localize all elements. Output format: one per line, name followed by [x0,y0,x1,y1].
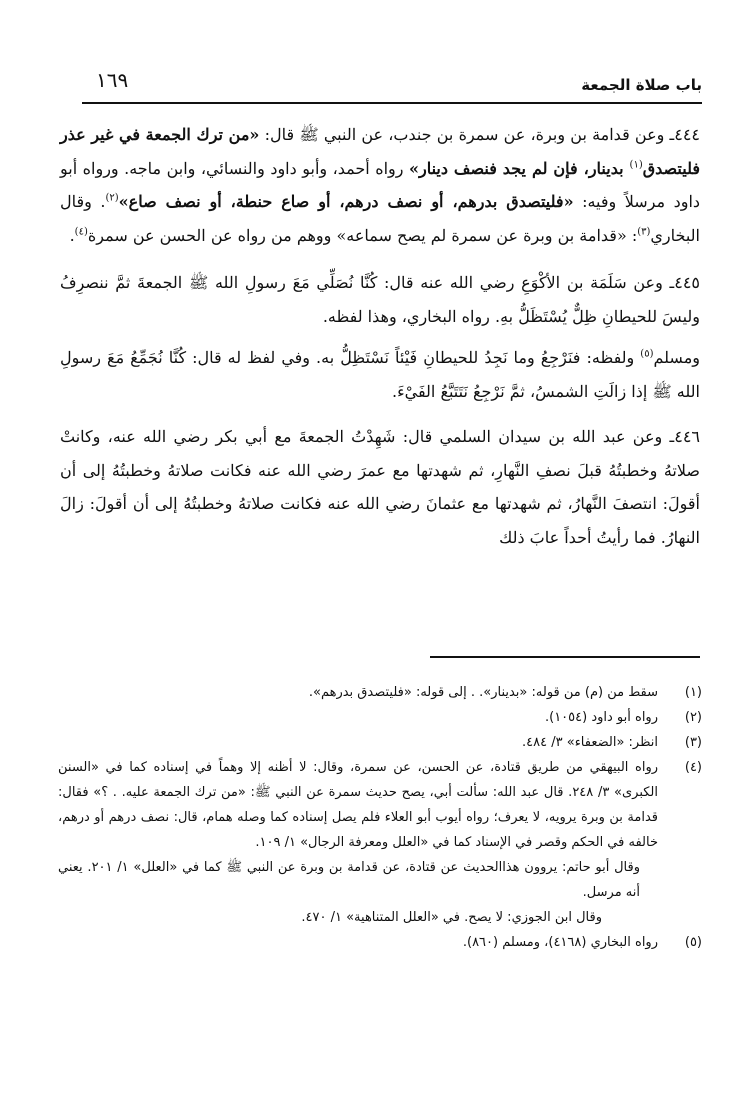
muslim-label: ومسلم [653,348,700,367]
footnote-number: (٢) [684,710,702,725]
hadith-445 [60,266,700,333]
page-number: ١٦٩ [96,68,129,92]
footnote-3 [58,730,702,755]
footnote-text: رواه البيهقي من طريق قتادة، عن الحسن، عن سمرة، وقال: لا أظنه إلا وهماً في إسناده كما في «السنن الكبرى» ٣/ ٢٤٨. قال عبد الله: سألت أبي، يصح حديث سمرة عن النبي ﷺ: «من ترك الجمعة عليه. . ؟» فقال: قدامة بن وبرة يرويه، لا يعرف؛ رواه أيوب أبو العلاء فلم يصل إسناده كما وصله همام، قال: نصف درهم أو درهم، خالفه في الحكم وقصر في الإسناد كما في «العلل ومعرفة الرجال» ١/ ١٠٩. [58,760,659,850]
footnote-ref-4[interactable]: (٤) [74,226,88,238]
footnote-ref-2[interactable]: (٢) [105,192,119,204]
hadith-445-muslim [60,341,700,408]
page-header [82,62,702,102]
hadith-444-quote-1: «من ترك الجمعة في غير عذر فليتصدق [60,125,701,178]
footnote-4-abu-hatim: وقال أبو حاتم: يروون هذاالحديث عن قتادة، عن قدامة بن وبرة عن النبي ﷺ كما في «العلل» ١/ ٢٠١. يعني أنه مرسل. [58,860,641,900]
footnote-5 [58,930,702,955]
footnote-text: رواه البخاري (٤١٦٨)، ومسلم (٨٦٠). [462,935,658,950]
footnote-ref-5[interactable]: (٥) [640,348,654,360]
hadith-444-bukhari: . وقال البخاري [60,192,700,245]
main-text [60,118,700,554]
footnote-number: (٤) [684,760,702,775]
header-rule [82,102,702,104]
hadith-444-quote-3: «فليتصدق بدرهم، أو نصف درهم، أو صاع حنطة، أو نصف صاع» [118,192,574,211]
hadith-444-narration: رواه أحمد، وأبو داود والنسائي، وابن ماجه. ورواه أبو داود مرسلاً وفيه: [60,158,701,211]
running-title: باب صلاة الجمعة [581,76,702,94]
footnote-1 [58,680,702,705]
footnote-separator [430,656,700,658]
footnote-2 [58,705,702,730]
footnote-number: (٣) [684,735,702,750]
hadith-444-remark: : «قدامة بن وبرة عن سمرة لم يصح سماعه» ووهم من رواه عن الحسن عن سمرة [87,225,638,245]
footnote-text: انظر: «الضعفاء» ٣/ ٤٨٤. [522,735,658,750]
footnote-number: (٥) [684,935,702,950]
footnote-4-ibn-jawzi: وقال ابن الجوزي: لا يصح. في «العلل المتناهية» ١/ ٤٧٠. [301,910,602,925]
hadith-444 [60,118,700,252]
hadith-444-end: . [69,225,75,245]
hadith-446 [60,420,700,554]
footnote-ref-1[interactable]: (١) [629,159,643,171]
footnote-text: سقط من (م) من قوله: «بدينار». . إلى قوله: «فليتصدق بدرهم». [308,685,658,700]
hadith-446-text: ٤٤٦ـ وعن عبد الله بن سيدان السلمي قال: شَهِدْتُ الجمعةَ مع أبي بكر رضي الله عنه، وكانتْ صلاتهُ وخطبتُهُ قبلَ نصفِ النَّهارِ، ثم شهدتها مع عمرَ رضي الله عنه فكانت صلاتهُ وخطبتُهُ إلى أن أقولَ: انتصفَ النَّهارُ، ثم شهدتها مع عثمانَ رضي الله عنه فكانت صلاتهُ وخطبتُهُ إلى أن أقولَ: زالَ النهارُ. فما رأيتُ أحداً عابَ ذلك [60,427,700,547]
hadith-444-quote-2: بدينار، فإن لم يجد فنصف دينار» [408,158,630,178]
muslim-text: ولفظه: فنَرْجِعُ وما نَجِدُ للحيطانِ فَيْئاً نَسْتَظِلُّ به. وفي لفظ له قال: كُنَّا نُجَمِّعُ مَعَ رسولِ الله ﷺ إذا زالَتِ الشمسُ، ثمَّ نَرْجِعُ نَتَتَبَّعُ الفَيْءَ. [60,348,700,401]
footnote-text: رواه أبو داود (١٠٥٤). [544,710,658,725]
footnote-ref-3[interactable]: (٣) [637,226,651,238]
footnote-number: (١) [684,685,702,700]
footnotes [58,680,702,955]
hadith-444-intro: ٤٤٤ـ وعن قدامة بن وبرة، عن سمرة بن جندب، عن النبي ﷺ قال: [259,125,700,144]
footnote-4 [58,755,702,855]
hadith-445-text: ٤٤٥ـ وعن سَلَمَة بن الأكْوَعِ رضي الله عنه قال: كُنَّا نُصَلِّي مَعَ رسولِ الله ﷺ الجمعةَ ثمَّ ننصرِفُ وليسَ للحيطانِ ظِلٌّ يُسْتَظَلُّ بهِ. رواه البخاري، وهذا لفظه. [60,273,700,326]
